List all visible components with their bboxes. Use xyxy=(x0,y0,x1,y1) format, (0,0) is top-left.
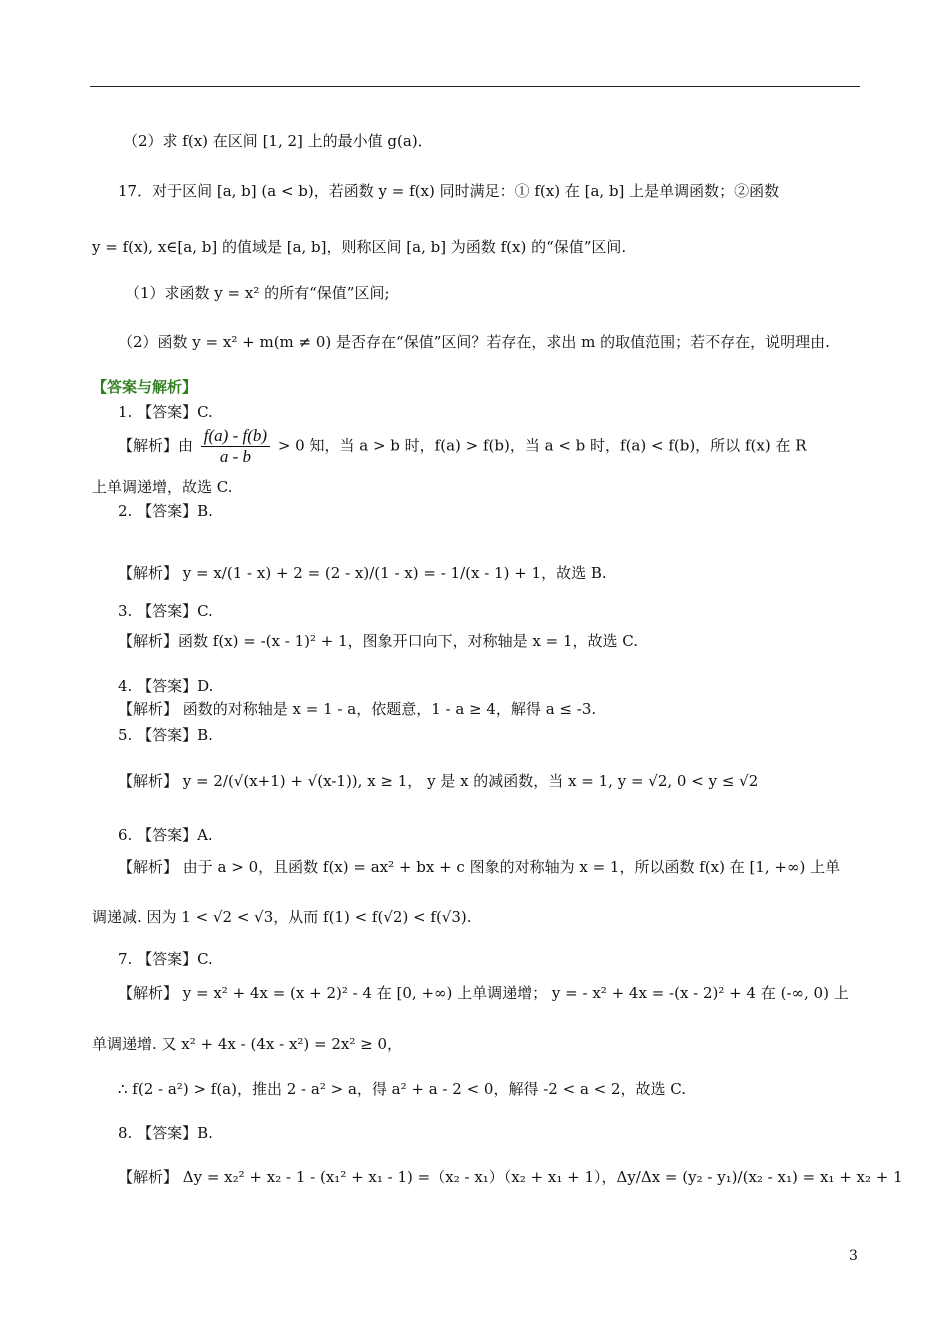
header-rule xyxy=(90,86,860,87)
solution-7-cont: 单调递增. 又 x² + 4x - (4x - x²) = 2x² ≥ 0， xyxy=(92,1035,403,1053)
problem-17-part-1: （1）求函数 y = x² 的所有“保值”区间; xyxy=(125,284,390,302)
problem-16-part-2: （2）求 f(x) 在区间 [1, 2] 上的最小值 g(a)． xyxy=(123,132,433,150)
solution-1-cont: 上单调递增，故选 C. xyxy=(92,478,233,496)
answer-7: 7. 【答案】C. xyxy=(118,950,213,968)
fraction-numerator: f(a) - f(b) xyxy=(201,426,270,447)
solution-3: 【解析】函数 f(x) = -(x - 1)² + 1，图象开口向下，对称轴是 x = 1，故选 C. xyxy=(118,632,638,650)
answer-section-title: 【答案与解析】 xyxy=(92,378,198,396)
solution-1 xyxy=(118,426,807,467)
answer-2: 2. 【答案】B. xyxy=(118,502,213,520)
solution-7-conclusion: ∴ f(2 - a²) > f(a)，推出 2 - a² > a，得 a² + a - 2 < 0，解得 -2 < a < 2，故选 C. xyxy=(118,1080,687,1098)
solution-6: 【解析】 由于 a > 0，且函数 f(x) = ax² + bx + c 图象的对称轴为 x = 1，所以函数 f(x) 在 [1, +∞) 上单 xyxy=(118,858,841,876)
answer-4: 4. 【答案】D. xyxy=(118,677,214,695)
problem-17-stem: 17．对于区间 [a, b] (a < b)，若函数 y = f(x) 同时满足：① f(x) 在 [a, b] 上是单调函数；②函数 xyxy=(118,182,780,200)
fraction xyxy=(201,426,270,467)
problem-17-part-2: （2）函数 y = x² + m(m ≠ 0) 是否存在“保值”区间？若存在，求出 m 的取值范围；若不存在，说明理由. xyxy=(118,333,830,351)
solution-8: 【解析】 Δy = x₂² + x₂ - 1 - (x₁² + x₁ - 1) =（x₂ - x₁）（x₂ + x₁ + 1），Δy/Δx = (y₂ - y₁)/(x₂ - x₁) = x₁ + x₂ + 1 xyxy=(118,1168,903,1186)
solution-7: 【解析】 y = x² + 4x = (x + 2)² - 4 在 [0, +∞) 上单调递增； y = - x² + 4x = -(x - 2)² + 4 在 (-∞, 0) 上 xyxy=(118,984,849,1002)
solution-1-text-a: 【解析】由 xyxy=(118,436,194,455)
answer-3: 3. 【答案】C. xyxy=(118,602,213,620)
solution-1-text-b: > 0 知，当 a > b 时，f(a) > f(b)，当 a < b 时，f(a) < f(b)，所以 f(x) 在 R xyxy=(277,436,807,455)
solution-6-cont: 调递减. 因为 1 < √2 < √3，从而 f(1) < f(√2) < f(√3). xyxy=(92,908,472,926)
answer-1: 1. 【答案】C. xyxy=(118,403,213,421)
fraction-denominator: a - b xyxy=(219,447,252,466)
solution-4: 【解析】 函数的对称轴是 x = 1 - a，依题意，1 - a ≥ 4，解得 a ≤ -3. xyxy=(118,700,597,718)
answer-8: 8. 【答案】B. xyxy=(118,1124,213,1142)
answer-5: 5. 【答案】B. xyxy=(118,726,213,744)
problem-17-stem-cont: y = f(x), x∈[a, b] 的值域是 [a, b]，则称区间 [a, b] 为函数 f(x) 的“保值”区间. xyxy=(92,238,627,256)
solution-2: 【解析】 y = x/(1 - x) + 2 = (2 - x)/(1 - x) = - 1/(x - 1) + 1，故选 B. xyxy=(118,564,607,582)
solution-5: 【解析】 y = 2/(√(x+1) + √(x-1)), x ≥ 1， y 是 x 的减函数，当 x = 1, y = √2, 0 < y ≤ √2 xyxy=(118,772,759,790)
page-number: 3 xyxy=(849,1248,858,1264)
answer-6: 6. 【答案】A. xyxy=(118,826,213,844)
